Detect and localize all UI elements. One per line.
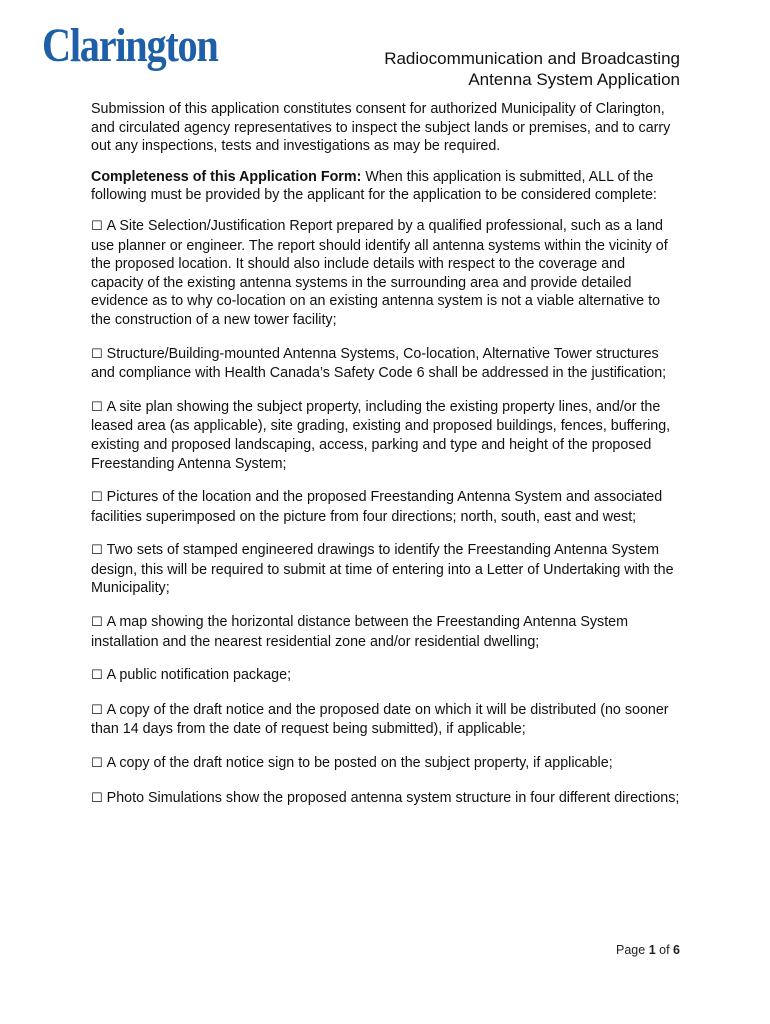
completeness-label: Completeness of this Application Form: — [91, 168, 362, 185]
checklist-item-text: A map showing the horizontal distance between the Freestanding Antenna System installation and the nearest residential zone and/or residential dwelling; — [91, 614, 629, 650]
checkbox-icon[interactable]: ☐ — [91, 668, 103, 684]
checkbox-icon[interactable]: ☐ — [91, 756, 103, 772]
consent-paragraph: Submission of this application constitutes consent for authorized Municipality of Clarington, and circulated agency representatives to inspect the subject lands or premises, and to carry out any inspections, tests and investigations as may be required. — [91, 101, 671, 155]
checkbox-icon[interactable]: ☐ — [91, 490, 103, 506]
checklist-item-text: A copy of the draft notice and the proposed date on which it will be distributed (no sooner than 14 days from the date of request being submitted), if applicable; — [91, 701, 669, 738]
document-body — [91, 100, 681, 823]
checklist-item — [91, 488, 681, 526]
checklist-item — [91, 754, 681, 774]
checklist-item-text: A site plan showing the subject property, including the existing property lines, and/or the leased area (as applicable), site grading, existing and proposed buildings, fences, buffering, existing and proposed landscaping, access, parking and type and height of the proposed Freestanding Antenna System; — [91, 398, 671, 472]
checklist-item — [91, 398, 681, 473]
checklist-item-text: A public notification package; — [106, 667, 292, 684]
checklist-item — [91, 541, 681, 598]
checklist-item-text: A copy of the draft notice sign to be posted on the subject property, if applicable; — [106, 755, 613, 772]
page-label: Page — [616, 943, 646, 957]
checklist-item — [91, 613, 681, 651]
checklist-item-text: A Site Selection/Justification Report prepared by a qualified professional, such as a land use planner or engineer. The report should identify all antenna systems within the vicinity of the proposed location. It should also include details with respect to the coverage and capacity of the existing antenna systems in the surrounding area and provide detailed evidence as to why co-location on an existing antenna system is not a viable alternative to the construction of a new tower facility; — [91, 217, 668, 328]
checkbox-icon[interactable]: ☐ — [91, 790, 103, 806]
title-line-2: Antenna System Application — [468, 70, 680, 89]
total-pages: 6 — [673, 943, 680, 957]
clarington-logo: Clarington — [42, 19, 218, 72]
checkbox-icon[interactable]: ☐ — [91, 543, 103, 559]
checkbox-icon[interactable]: ☐ — [91, 346, 103, 362]
current-page: 1 — [648, 943, 656, 957]
completeness-paragraph — [91, 168, 681, 205]
checklist-item-text: Pictures of the location and the proposed Freestanding Antenna System and associated facilities superimposed on the picture from four directions; north, south, east and west; — [91, 489, 663, 525]
checkbox-icon[interactable]: ☐ — [91, 218, 103, 234]
checklist-item-text: Two sets of stamped engineered drawings to identify the Freestanding Antenna System design, this will be required to submit at time of entering into a Letter of Undertaking with the Municipality; — [91, 542, 674, 597]
document-title — [384, 48, 680, 90]
title-line-1: Radiocommunication and Broadcasting — [384, 49, 680, 68]
checklist-item — [91, 789, 681, 809]
checklist-item — [91, 666, 681, 686]
page-number — [616, 943, 680, 957]
checklist-item — [91, 345, 681, 383]
checkbox-icon[interactable]: ☐ — [91, 702, 103, 718]
completeness-text: When this application is submitted, ALL of the following must be provided by the applicant for the application to be considered complete: — [91, 168, 657, 204]
of-label: of — [659, 943, 670, 957]
checklist-item — [91, 217, 681, 330]
checkbox-icon[interactable]: ☐ — [91, 399, 103, 415]
checkbox-icon[interactable]: ☐ — [91, 615, 103, 631]
checklist-item-text: Structure/Building-mounted Antenna Systems, Co-location, Alternative Tower structures and compliance with Health Canada’s Safety Code 6 shall be addressed in the justification; — [91, 345, 667, 382]
checklist-item-text: Photo Simulations show the proposed antenna system structure in four different directions; — [106, 789, 680, 806]
checklist-item — [91, 701, 681, 739]
